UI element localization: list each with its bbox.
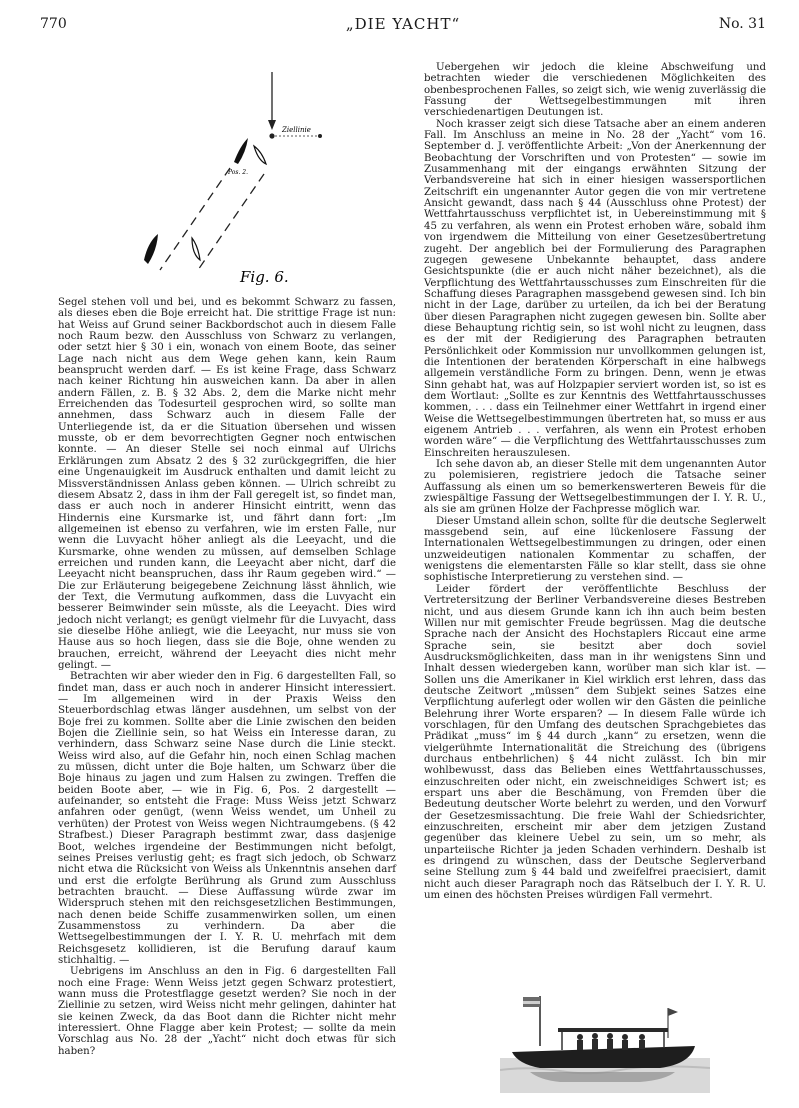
journal-title: „DIE YACHT“ [345, 15, 461, 33]
paragraph: Uebergehen wir jedoch die kleine Abschweifung und betrachten wieder die verschiedenen Möglichkeiten des obenbesprochenen Falles, so zeigt sich, wie wenig zuverlässig die Fassung der Wettsegelbestimmungen mit ihren verschiedenartigen Deutungen ist. [424, 62, 766, 119]
right-column [424, 62, 766, 901]
paragraph: Uebrigens im Anschluss an den in Fig. 6 dargestellten Fall noch eine Frage: Wenn Weiss jetzt gegen Schwarz protestiert, wann muss die Protestflagge gesetzt werden? Sie noch in der Ziellinie zu setzen, wird Weiss nicht mehr gelingen, dahinter hat sie keinen Zweck, da das Boot dann die Richter nicht mehr interessiert. Ohne Flagge aber kein Protest; — sollte da mein Vorschlag aus No. 28 der „Yacht“ nicht doch etwas für sich haben? [58, 966, 396, 1057]
paragraph: Ich sehe davon ab, an dieser Stelle mit dem ungenannten Autor zu polemisieren, registriere jedoch die Tatsache seiner Auffassung als einen um so bemerkenswerteren Beweis für die zwiespältige Fassung der Wettsegelbestimmungen der I. Y. R. U., als sie am grünen Holze der Fachpresse möglich war. [424, 459, 766, 516]
page-header [40, 12, 766, 38]
paragraph: Segel stehen voll und bei, und es bekommt Schwarz zu fassen, als dieses eben die Boje erreicht hat. Die strittige Frage ist nun: hat Weiss auf Grund seiner Backbordschot auch in diesem Falle noch Raum bezw. den Ausschluss von Schwarz zu verlangen, oder setzt hier § 30 i ein, wonach von einem Boote, das seiner Lage nach nicht aus dem Wege gehen kann, kein Raum beansprucht werden darf. — Es ist keine Frage, dass Schwarz nach keiner Richtung hin ausweichen kann. Da aber in allen andern Fällen, z. B. § 32 Abs. 2, dem die Marke nicht mehr Erreichenden das Todesurteil gesprochen wird, so sollte man annehmen, dass Schwarz auch in diesem Falle der Unterliegende ist, da er die Situation übersehen und wissen musste, ob er dem bevorrechtigten Gegner noch entwischen konnte. — An dieser Stelle sei noch einmal auf Ulrichs Erklärungen zum Absatz 2 des § 32 zurückgegriffen, die hier eine Ungenauigkeit im Ausdruck enthalten und damit leicht zu Missverständnissen Anlass geben können. — Ulrich schreibt zu diesem Absatz 2, dass in ihm der Fall geregelt ist, so findet man, dass er auch noch in anderer Hinsicht eintritt, wenn das Hindernis eine Kursmarke ist, und fährt dann fort: „Im allgemeinen ist ebenso zu verfahren, wie im ersten Falle, nur wenn die Luvyacht höher anliegt als die Leeyacht, und die Kursmarke, ohne wenden zu müssen, auf demselben Schlage erreichen und runden kann, die Leeyacht aber nicht, darf die Leeyacht nicht beanspruchen, dass ihr Raum gegeben wird.“ — Die zur Erläuterung beigegebene Zeichnung lässt ähnlich, wie der Text, die Vermutung aufkommen, dass die Luvyacht ein besserer Beimwinder sein müsste, als die Leeyacht. Dies wird jedoch nicht verlangt; es genügt vielmehr für die Luvyacht, dass sie dieselbe Höhe anliegt, wie die Leeyacht, nur muss sie von Hause aus so hoch liegen, dass sie die Boje, ohne wenden zu brauchen, erreicht, während der Leeyacht dies nicht mehr gelingt. — [58, 297, 396, 671]
motor-boat-photo [500, 988, 710, 1093]
left-column [58, 297, 396, 1057]
paragraph: Dieser Umstand allein schon, sollte für die deutsche Seglerwelt massgebend sein, auf eine lückenlosere Fassung der Internationalen Wettsegelbestimmungen zu dringen, oder einen unzweideutigen nationalen Kommentar zu schaffen, der wenigstens die elementarsten Fälle so klar stellt, dass sie ohne sophistische Interpretierung zu verstehen sind. — [424, 515, 766, 584]
paragraph: Leider fördert der veröffentlichte Beschluss der Vertretersitzung der Berliner Verbandsvereine dieses Bestreben nicht, und aus diesem Grunde kann ich ihn auch beim besten Willen nur mit gemischter Freude begrüssen. Mag die deutsche Sprache nach der Ansicht des Hochstaplers Riccaut eine arme Sprache sein, sie besitzt aber doch soviel Ausdrucksmöglichkeiten, dass man in ihr wenigstens Sinn und Inhalt dessen wiedergeben kann, worüber man sich klar ist. — Sollen uns die Amerikaner in Kiel wirklich erst lehren, dass das deutsche Zeitwort „müssen“ dem Subjekt seines Satzes eine Verpflichtung auferlegt oder wollen wir den Gästen die peinliche Belehrung ihrer Worte ersparen? — In diesem Falle würde ich vorschlagen, für den Umfang des deutschen Sprachgebietes das Prädikat „muss“ im § 44 durch „kann“ zu ersetzen, wenn die vielgerühmte Internationalität die Streichung des (übrigens durchaus entbehrlichen) § 44 nicht zulässt. Ich bin mir wohlbewusst, dass das Belieben eines Wettfahrtausschusses, einzuschreiten oder nicht, ein zweischneidiges Schwert ist; es erspart uns aber die Beschämung, von Fremden über die Bedeutung deutscher Worte belehrt zu werden, und den Vorwurf der Gesetzesmissachtung. Die freie Wahl der Schiedsrichter, einzuschreiten, erscheint mir aber dem jetzigen Zustand gegenüber das kleinere Uebel zu sein, um so mehr, als unparteiische Richter ja jeden Schaden verhindern. Deshalb ist es dringend zu wünschen, dass der Deutsche Seglerverband seine Stellung zum § 44 bald und zweifelfrei praecisiert, damit nicht auch dieser Paragraph noch das Rätselbuch der I. Y. R. U. um einen des höchsten Preises würdigen Fall vermehrt. [424, 583, 766, 902]
white-boat-pos2-icon [254, 146, 266, 164]
finish-line-label: Ziellinie [282, 126, 311, 134]
issue-number: No. 31 [718, 16, 766, 32]
arrow-head-icon [268, 120, 276, 130]
paragraph: Betrachten wir aber wieder den in Fig. 6 dargestellten Fall, so findet man, dass er auch noch in anderer Hinsicht interessiert. — Im allgemeinen wird in der Praxis Weiss den Steuerbordschlag etwas länger ausdehnen, um selbst von der Boje frei zu kommen. Sollte aber die Linie zwischen den beiden Bojen die Ziellinie sein, so hat Weiss ein Interesse daran, zu verhindern, dass Schwarz seine Nase durch die Linie steckt. Weiss wird also, auf die Gefahr hin, noch einen Schlag machen zu müssen, dicht unter die Boje halten, um Schwarz über die Boje hinaus zu jagen und zum Halsen zu zwingen. Treffen die beiden Boote aber, — wie in Fig. 6, Pos. 2 dargestellt — aufeinander, so entsteht die Frage: Muss Weiss jetzt Schwarz anfahren oder genügt, (wenn Weiss wendet, um Unheil zu verhüten) der Protest von Weiss wegen Nichtraumgebens. (§ 42 Strafbest.) Dieser Paragraph bestimmt zwar, dass dasjenige Boot, welches irgendeine der Bestimmungen nicht befolgt, seines Preises verlustig geht; es fragt sich jedoch, ob Schwarz nicht etwa die Rücksicht von Weiss als Unkenntnis ansehen darf und erst die erfolgte Berührung als Grund zum Ausschluss betrachten braucht. — Diese Auffassung würde zwar im Widerspruch stehen mit den reichsgesetzlichen Bestimmungen, nach denen beide Schiffe zusammenwirken sollen, um einen Zusammenstoss zu verhindern. Da aber die Wettsegelbestimmungen der I. Y. R. U. mehrfach mit dem Reichsgesetz kollidieren, ist die Berufung darauf kaum stichhaltig. — [58, 671, 396, 966]
buoy-left [269, 133, 274, 138]
black-boat-pos1-icon [144, 234, 158, 264]
black-boat-pos2-icon [234, 138, 248, 164]
paragraph: Noch krasser zeigt sich diese Tatsache aber an einem anderen Fall. Im Anschluss an meine in No. 28 der „Yacht“ vom 16. September d. J. veröffentlichte Arbeit: „Von der Anerkennung der Beobachtung der Vorschriften und von Protesten“ — sowie im Zusammenhang mit der eingangs erwähnten Sitzung der Verbandsvereine hat sich in einer hiesigen wassersportlichen Zeitschrift ein ungenannter Autor gegen die von mir vertretene Ansicht gewandt, dass nach § 44 (Ausschluss ohne Protest) der Wettfahrtausschuss verpflichtet ist, in Uebereinstimmung mit § 45 zu verfahren, als wenn ein Protest erhoben wäre, sobald ihm von irgendwem die Mitteilung von einer Gesetzesübertretung zugeht. Der angeblich bei der Formulierung des Paragraphen zugegen gewesene Unbekannte behauptet, dass andere Gesichtspunkte (die er auch nicht näher bezeichnet), als die Verpflichtung des Wettfahrtausschusses zum Einschreiten für die Schaffung dieses Paragraphen massgebend gewesen sind. Ich bin nicht in der Lage, darüber zu urteilen, da ich bei der Beratung über diesen Paragraphen nicht zugegen gewesen bin. Sollte aber diese Behauptung richtig sein, so ist wohl nicht zu leugnen, dass es der mit der Redigierung des Paragraphen betrauten Persönlichkeit oder Kommission nur unvollkommen gelungen ist, die Intentionen der beratenden Körperschaft in eine halbwegs allgemein verständliche Form zu bringen. Denn, wenn je etwas Sinn gehabt hat, was auf Holzpapier serviert worden ist, so ist es dem Wortlaut: „Sollte es zur Kenntnis des Wettfahrtausschusses kommen, . . . dass ein Teilnehmer einer Wettfahrt in irgend einer Weise die Wettsegelbestimmungen übertreten hat, so muss er aus eigenem Antrieb . . . verfahren, als wenn ein Protest erhoben worden wäre“ — die Verpflichtung des Wettfahrtausschusses zum Einschreiten herauszulesen. [424, 118, 766, 459]
buoy-right [318, 134, 322, 138]
page-number: 770 [40, 16, 67, 32]
figure-6-diagram [130, 70, 330, 295]
figure-caption: Fig. 6. [240, 268, 289, 286]
white-course-line [198, 174, 264, 270]
white-boat-pos1-icon [192, 238, 200, 260]
position-label: Pos. 2. [228, 169, 249, 176]
